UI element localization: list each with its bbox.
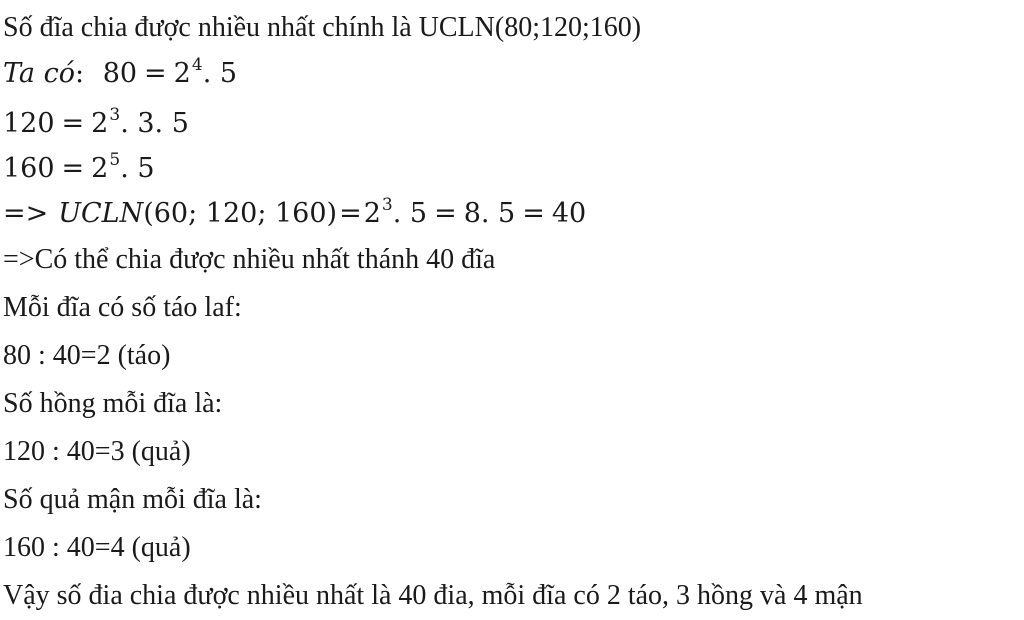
product-mid: 8. 5 [463, 198, 516, 229]
line-3-factor-120 [3, 105, 189, 139]
number-80: 80 [102, 58, 138, 89]
power-base: 2 [173, 58, 191, 89]
line-10-persimmons-calc: 120 : 40=3 (quả) [3, 436, 191, 467]
equals-sign: = [61, 108, 85, 139]
solution-document [3, 0, 1021, 620]
number-120: 120 [3, 108, 55, 139]
equals-sign: = [522, 198, 545, 229]
factor-rest: . 5 [202, 58, 238, 89]
power-exponent: 3 [381, 195, 393, 215]
power-base: 2 [363, 198, 381, 229]
label-ta-co: Ta có [3, 58, 75, 89]
product-rest: . 5 [392, 198, 428, 229]
gcd-function: UCLN [58, 198, 144, 229]
equals-sign: = [434, 198, 457, 229]
line-5-gcd-result [3, 195, 587, 229]
label-colon: : [74, 58, 85, 89]
equals-sign: = [339, 198, 362, 229]
power-exponent: 3 [109, 105, 121, 125]
line-12-plums-calc: 160 : 40=4 (quả) [3, 532, 191, 563]
factor-rest: . 3. 5 [120, 108, 189, 139]
factor-rest: . 5 [120, 153, 155, 184]
line-4-factor-160 [3, 150, 155, 184]
line-2-factor-80 [3, 55, 238, 89]
gcd-arguments: (60; 120; 160) [143, 198, 338, 229]
line-7-apples-question: Mỗi đĩa có số táo laf: [3, 292, 242, 323]
equals-sign: = [61, 153, 85, 184]
line-11-plums-question: Số quả mận mỗi đĩa là: [3, 484, 262, 515]
power-exponent: 5 [109, 150, 121, 170]
equals-sign: = [144, 58, 167, 89]
line-9-persimmons-question: Số hồng mỗi đĩa là: [3, 388, 223, 419]
power-base: 2 [91, 108, 109, 139]
gcd-value: 40 [551, 198, 587, 229]
power-exponent: 4 [191, 55, 203, 75]
implies-arrow: => [3, 198, 49, 229]
line-6-conclusion: =>Có thể chia được nhiều nhất thánh 40 đĩa [3, 244, 496, 275]
line-1-intro: Số đĩa chia được nhiều nhất chính là UCLN(80;120;160) [3, 12, 642, 43]
number-160: 160 [3, 153, 55, 184]
line-8-apples-calc: 80 : 40=2 (táo) [3, 340, 171, 371]
line-13-final-answer: Vậy số đia chia được nhiều nhất là 40 đia, mỗi đĩa có 2 táo, 3 hồng và 4 mận [3, 580, 863, 611]
power-base: 2 [91, 153, 109, 184]
